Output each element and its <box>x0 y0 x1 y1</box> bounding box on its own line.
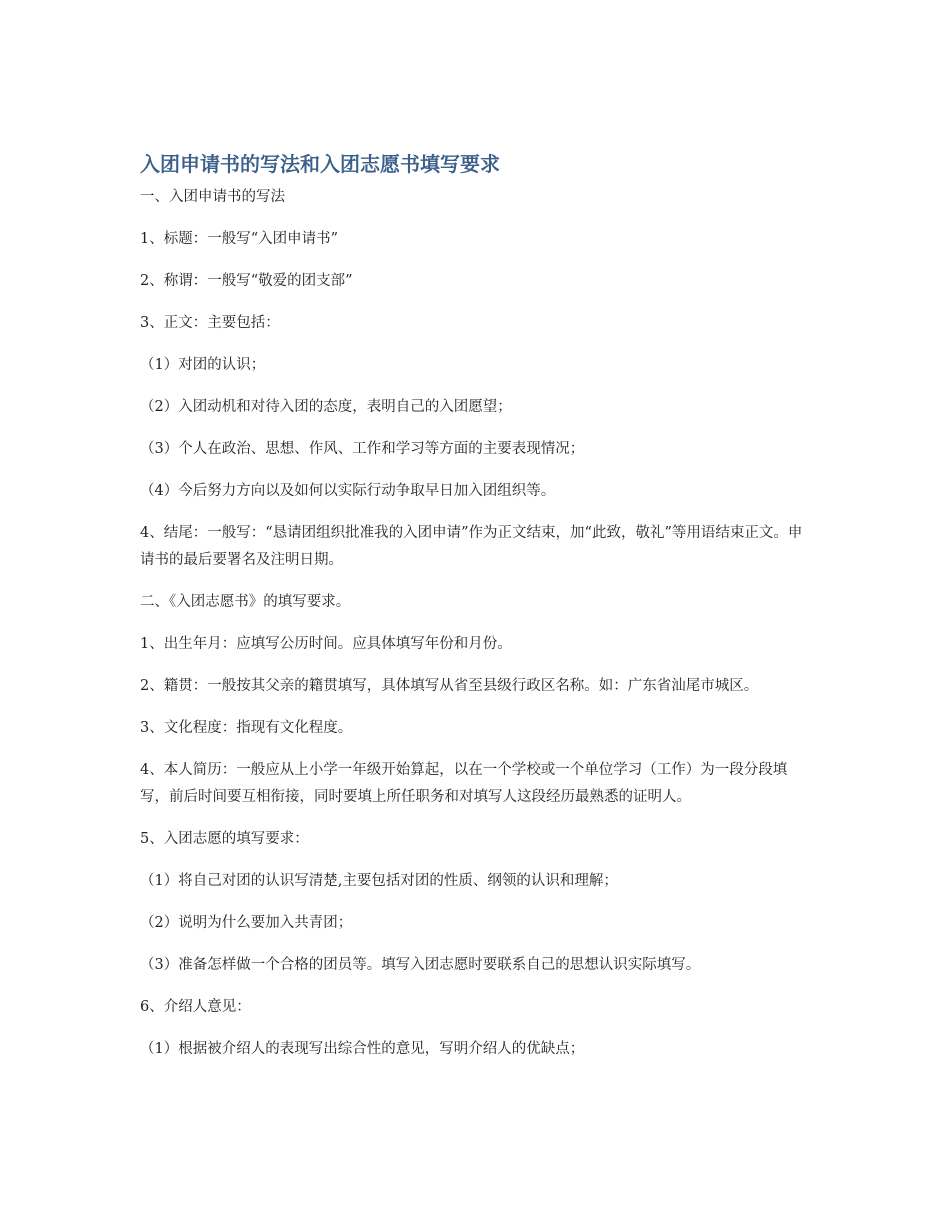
paragraph: 3、文化程度：指现有文化程度。 <box>140 720 353 736</box>
paragraph: （3）准备怎样做一个合格的团员等。填写入团志愿时要联系自己的思想认识实际填写。 <box>140 957 701 973</box>
paragraph: （3）个人在政治、思想、作风、工作和学习等方面的主要表现情况； <box>140 441 585 457</box>
paragraph: 4、结尾：一般写：“恳请团组织批准我的入团申请”作为正文结束，加“此致，敬礼”等用语结束正文。申请书的最后要署名及注明日期。 <box>140 525 803 568</box>
paragraph: 6、介绍人意见： <box>140 999 251 1015</box>
paragraph: （1）根据被介绍人的表现写出综合性的意见，写明介绍人的优缺点； <box>140 1041 585 1057</box>
paragraph: （2）入团动机和对待入团的态度，表明自己的入团愿望； <box>140 399 512 415</box>
document-body <box>140 150 810 1078</box>
paragraph: 4、本人简历：一般应从上小学一年级开始算起，以在一个学校或一个单位学习（工作）为一段分段填写，前后时间要互相衔接，同时要填上所任职务和对填写人这段经历最熟悉的证明人。 <box>140 762 788 805</box>
section-heading-1: 一、入团申请书的写法 <box>140 189 285 205</box>
paragraph: （4）今后努力方向以及如何以实际行动争取早日加入团组织等。 <box>140 483 556 499</box>
paragraph: （1）对团的认识； <box>140 357 266 373</box>
section-heading-2: 二、《入团志愿书》的填写要求。 <box>140 594 351 610</box>
paragraph: 2、籍贯：一般按其父亲的籍贯填写，具体填写从省至县级行政区名称。如：广东省汕尾市城区。 <box>140 678 759 694</box>
paragraph: 1、出生年月：应填写公历时间。应具体填写年份和月份。 <box>140 636 512 652</box>
paragraph: 5、入团志愿的填写要求： <box>140 831 309 847</box>
paragraph: 1、标题：一般写“入团申请书” <box>140 231 339 247</box>
document-title: 入团申请书的写法和入团志愿书填写要求 <box>140 152 500 176</box>
paragraph: （2）说明为什么要加入共青团； <box>140 915 353 931</box>
paragraph: 3、正文：主要包括： <box>140 315 280 331</box>
paragraph: 2、称谓：一般写“敬爱的团支部” <box>140 273 353 289</box>
paragraph: （1）将自己对团的认识写清楚,主要包括对团的性质、纲领的认识和理解； <box>140 873 618 889</box>
